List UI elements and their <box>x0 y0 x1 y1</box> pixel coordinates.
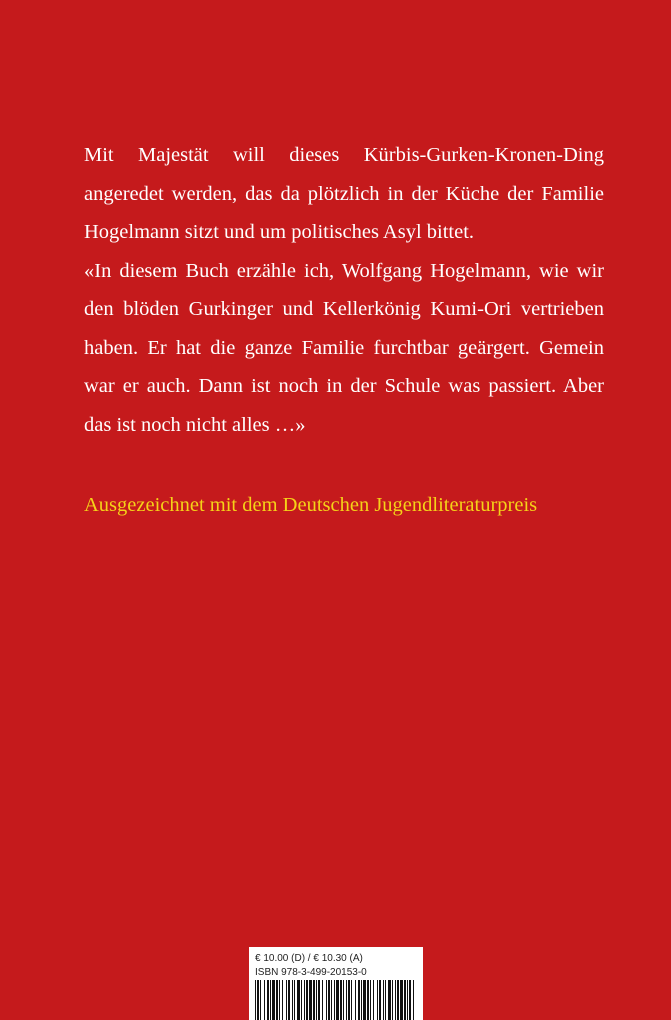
blurb-paragraph-quote: «In diesem Buch erzähle ich, Wolfgang Hogelmann, wie wir den blöden Gurkinger und Kellerkönig Kumi-Ori vertrieben haben. Er hat die ganze Familie furchtbar geärgert. Gemein war er auch. Dann ist noch in der Schule was passiert. Aber das ist noch nicht alles …» <box>84 259 604 436</box>
barcode-bar <box>264 980 265 1020</box>
barcode-bar <box>361 980 362 1020</box>
barcode-bar <box>388 980 391 1020</box>
barcode-bar <box>326 980 327 1020</box>
barcode-bar <box>334 980 335 1020</box>
barcode-bar <box>294 980 295 1020</box>
barcode-bar <box>257 980 259 1020</box>
barcode-bar <box>322 980 323 1020</box>
price-label: € 10.00 (D) / € 10.30 (A) <box>255 953 363 964</box>
barcode-bar <box>373 980 374 1020</box>
cover-blurb <box>84 136 604 444</box>
barcode-bar <box>370 980 371 1020</box>
price-barcode-box <box>249 947 423 1020</box>
barcode-bar <box>383 980 384 1020</box>
barcode-bar <box>297 980 300 1020</box>
barcode-bar <box>270 980 271 1020</box>
barcode-graphic <box>255 980 417 1020</box>
barcode-bar <box>379 980 381 1020</box>
barcode-bar <box>331 980 332 1020</box>
barcode-bar <box>409 980 411 1020</box>
barcode-bar <box>363 980 366 1020</box>
barcode-bar <box>340 980 342 1020</box>
barcode-bar <box>351 980 352 1020</box>
barcode-bar <box>267 980 269 1020</box>
barcode-bar <box>413 980 414 1020</box>
barcode <box>255 980 417 1020</box>
barcode-bar <box>313 980 315 1020</box>
barcode-bar <box>348 980 350 1020</box>
barcode-bar <box>377 980 378 1020</box>
blurb-paragraph-intro: Mit Majestät will dieses Kürbis-Gurken-Kronen-Ding angeredet werden, das da plötzlich in der Küche der Familie Hogelmann sitzt und um politisches Asyl bittet. <box>84 144 604 243</box>
barcode-bar <box>288 980 290 1020</box>
barcode-bar <box>346 980 347 1020</box>
barcode-bar <box>309 980 312 1020</box>
barcode-bar <box>286 980 287 1020</box>
barcode-bar <box>395 980 396 1020</box>
barcode-bar <box>355 980 356 1020</box>
barcode-bar <box>272 980 275 1020</box>
barcode-bar <box>404 980 406 1020</box>
barcode-bar <box>400 980 403 1020</box>
award-line: Ausgezeichnet mit dem Deutschen Jugendliteraturpreis <box>84 494 538 516</box>
barcode-bar <box>276 980 278 1020</box>
barcode-bar <box>397 980 399 1020</box>
barcode-bar <box>316 980 317 1020</box>
barcode-bar <box>407 980 408 1020</box>
barcode-bar <box>343 980 344 1020</box>
barcode-bar <box>304 980 305 1020</box>
barcode-bar <box>318 980 320 1020</box>
barcode-bar <box>392 980 393 1020</box>
barcode-bar <box>301 980 302 1020</box>
barcode-bar <box>336 980 339 1020</box>
barcode-bar <box>282 980 283 1020</box>
barcode-bar <box>292 980 293 1020</box>
barcode-bar <box>328 980 330 1020</box>
barcode-bar <box>367 980 369 1020</box>
barcode-bar <box>385 980 386 1020</box>
barcode-bar <box>260 980 261 1020</box>
isbn-label: ISBN 978-3-499-20153-0 <box>255 967 367 978</box>
barcode-bar <box>279 980 280 1020</box>
barcode-bar <box>306 980 308 1020</box>
barcode-bar <box>358 980 360 1020</box>
barcode-bar <box>255 980 256 1020</box>
